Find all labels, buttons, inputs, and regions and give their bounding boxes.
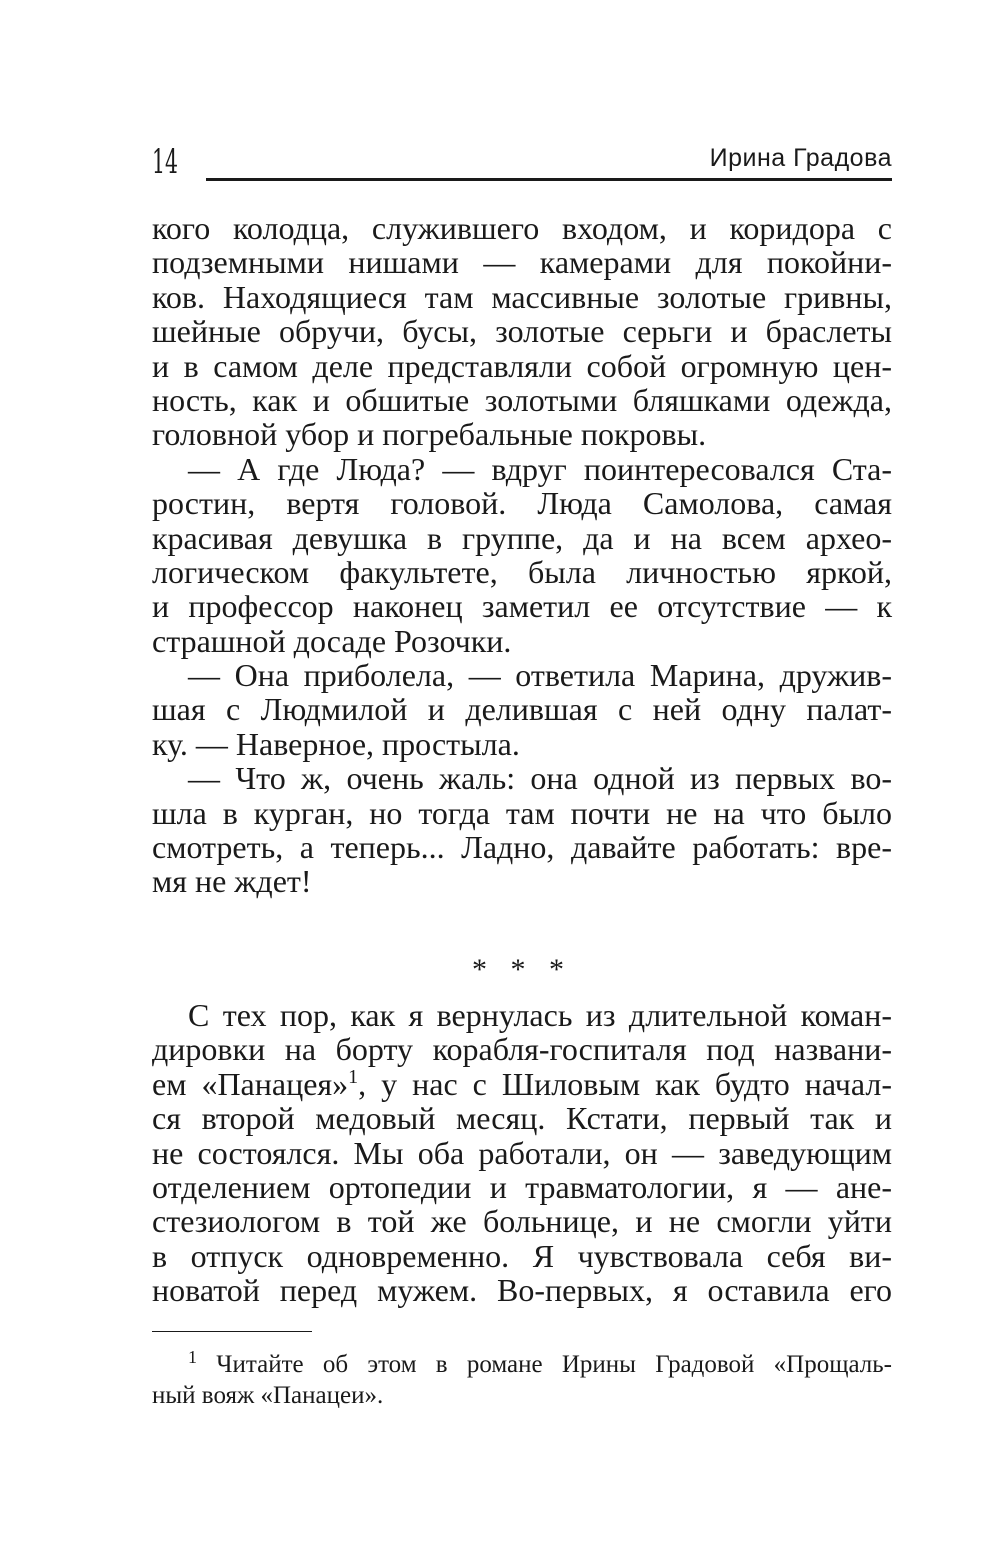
text-line: головной убор и погребальные покровы. bbox=[152, 416, 707, 453]
text-fragment: ем «Панацея» bbox=[152, 1065, 349, 1102]
text-line: ков. Находящиеся там массивные золотые гривны, bbox=[152, 278, 892, 315]
footnote-reference[interactable]: 1 bbox=[348, 1065, 359, 1088]
text-line: шла в курган, но тогда там почти не на что было bbox=[152, 794, 892, 831]
text-line: логическом факультете, была личностью яркой, bbox=[152, 553, 892, 590]
text-line: шейные обручи, бусы, золотые серьги и браслеты bbox=[152, 313, 892, 350]
text-line: не состоялся. Мы оба работали, он — заведующим bbox=[152, 1134, 892, 1171]
dialogue-line: — А где Люда? — вдруг поинтересовался Ста- bbox=[188, 450, 892, 487]
text-line: мя не ждет! bbox=[152, 863, 312, 900]
footnote-line: ный вояж «Панацеи». bbox=[152, 1382, 384, 1409]
text-line: дировки на борту корабля-госпиталя под названи- bbox=[152, 1031, 892, 1068]
text-line-with-footnote-ref bbox=[152, 1067, 892, 1101]
text-line: и профессор наконец заметил ее отсутствие — к bbox=[152, 588, 892, 625]
text-line: ростин, вертя головой. Люда Самолова, самая bbox=[152, 485, 892, 522]
main-text-section-2 bbox=[152, 998, 892, 1308]
text-line: стезиологом в той же больнице, и не смогли уйти bbox=[152, 1203, 892, 1240]
dialogue-line: — Что ж, очень жаль: она одной из первых во- bbox=[188, 760, 892, 797]
footnote-marker: 1 bbox=[188, 1347, 197, 1367]
dialogue-line: — Она приболела, — ответила Марина, дружив- bbox=[188, 657, 892, 694]
footnote-rule bbox=[152, 1331, 312, 1332]
text-line: смотреть, а теперь... Ладно, давайте работать: вре- bbox=[152, 829, 892, 866]
text-line: отделением ортопедии и травматологии, я — ане- bbox=[152, 1168, 892, 1205]
text-line: С тех пор, как я вернулась из длительной коман- bbox=[188, 997, 892, 1033]
text-line: и в самом деле представляли собой огромную цен- bbox=[152, 347, 892, 384]
page-header bbox=[152, 140, 892, 184]
footnote-line bbox=[152, 1349, 892, 1380]
text-line: ность, как и обшитые золотыми бляшками одежда, bbox=[152, 381, 892, 418]
text-line: страшной досаде Розочки. bbox=[152, 622, 512, 659]
text-line: новатой перед мужем. Во-первых, я оставила его bbox=[152, 1272, 892, 1309]
section-separator: * * * bbox=[472, 953, 572, 986]
text-line: кого колодца, служившего входом, и коридора с bbox=[152, 210, 892, 246]
text-line: ку. — Наверное, простыла. bbox=[152, 725, 520, 762]
running-head-author: Ирина Градова bbox=[709, 144, 892, 172]
footnote-text: Читайте об этом в романе Ирины Градовой «Прощаль- bbox=[197, 1351, 892, 1378]
main-text-section-1 bbox=[152, 211, 892, 899]
text-line: шая с Людмилой и делившая с ней одну палат- bbox=[152, 691, 892, 728]
text-line: в отпуск одновременно. Я чувствовала себя ви- bbox=[152, 1237, 892, 1274]
text-line: ся второй медовый месяц. Кстати, первый так и bbox=[152, 1100, 892, 1137]
header-rule bbox=[206, 178, 892, 181]
text-fragment: , у нас с Шиловым как будто начал- bbox=[358, 1065, 893, 1102]
footnote bbox=[152, 1349, 892, 1411]
text-line: подземными нишами — камерами для покойни- bbox=[152, 244, 892, 281]
page-number: 14 bbox=[152, 142, 178, 182]
text-line: красивая девушка в группе, да и на всем архео- bbox=[152, 519, 892, 556]
